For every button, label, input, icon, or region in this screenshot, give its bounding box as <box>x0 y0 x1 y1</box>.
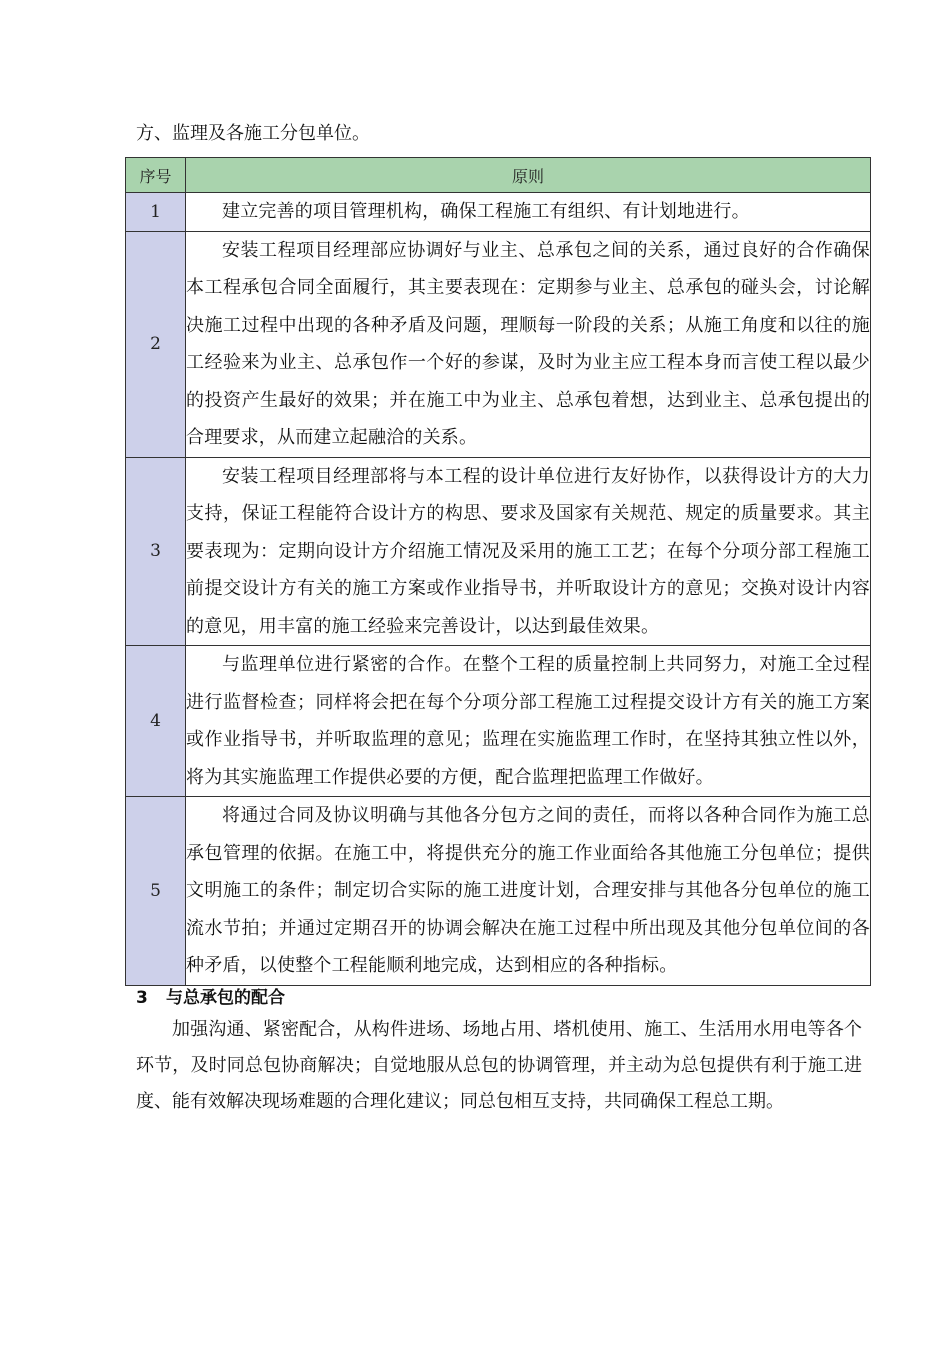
table-header-row <box>126 158 871 193</box>
header-number: 序号 <box>126 158 186 193</box>
intro-text: 方、监理及各施工分包单位。 <box>136 123 370 144</box>
row-number: 1 <box>126 193 186 232</box>
table-row <box>126 646 871 797</box>
principles-table <box>125 157 871 986</box>
row-number: 3 <box>126 457 186 646</box>
section-heading <box>136 983 285 1008</box>
row-number: 4 <box>126 646 186 797</box>
header-principle: 原则 <box>186 158 871 193</box>
row-principle-text: 将通过合同及协议明确与其他各分包方之间的责任，而将以各种合同作为施工总承包管理的依据。在施工中，将提供充分的施工作业面给各其他施工分包单位；提供文明施工的条件；制定切合实际的施工进度计划，合理安排与其他各分包单位的施工流水节拍；并通过定期召开的协调会解决在施工过程中所出现及其他分包单位间的各种矛盾，以使整个工程能顺利地完成，达到相应的各种指标。 <box>186 797 871 986</box>
table-row <box>126 193 871 232</box>
row-principle-text: 与监理单位进行紧密的合作。在整个工程的质量控制上共同努力，对施工全过程进行监督检查；同样将会把在每个分项分部工程施工过程提交设计方有关的施工方案或作业指导书，并听取监理的意见；监理在实施监理工作时，在坚持其独立性以外，将为其实施监理工作提供必要的方便，配合监理把监理工作做好。 <box>186 646 871 797</box>
row-number: 5 <box>126 797 186 986</box>
row-principle-text: 建立完善的项目管理机构，确保工程施工有组织、有计划地进行。 <box>186 193 871 232</box>
section-number: 3 <box>136 988 148 1008</box>
section-paragraph: 加强沟通、紧密配合，从构件进场、场地占用、塔机使用、施工、生活用水用电等各个环节，及时同总包协商解决；自觉地服从总包的协调管理，并主动为总包提供有利于施工进度、能有效解决现场难题的合理化建议；同总包相互支持，共同确保工程总工期。 <box>136 1019 862 1112</box>
section-title: 与总承包的配合 <box>166 988 285 1008</box>
table-row <box>126 231 871 457</box>
table-row <box>126 457 871 646</box>
row-principle-text: 安装工程项目经理部将与本工程的设计单位进行友好协作，以获得设计方的大力支持，保证工程能符合设计方的构思、要求及国家有关规范、规定的质量要求。其主要表现为：定期向设计方介绍施工情况及采用的施工工艺；在每个分项分部工程施工前提交设计方有关的施工方案或作业指导书，并听取设计方的意见；交换对设计内容的意见，用丰富的施工经验来完善设计，以达到最佳效果。 <box>186 457 871 646</box>
row-principle-text: 安装工程项目经理部应协调好与业主、总承包之间的关系，通过良好的合作确保本工程承包合同全面履行，其主要表现在：定期参与业主、总承包的碰头会，讨论解决施工过程中出现的各种矛盾及问题，理顺每一阶段的关系；从施工角度和以往的施工经验来为业主、总承包作一个好的参谋，及时为业主应工程本身而言使工程以最少的投资产生最好的效果；并在施工中为业主、总承包着想，达到业主、总承包提出的合理要求，从而建立起融洽的关系。 <box>186 231 871 457</box>
table-row <box>126 797 871 986</box>
row-number: 2 <box>126 231 186 457</box>
